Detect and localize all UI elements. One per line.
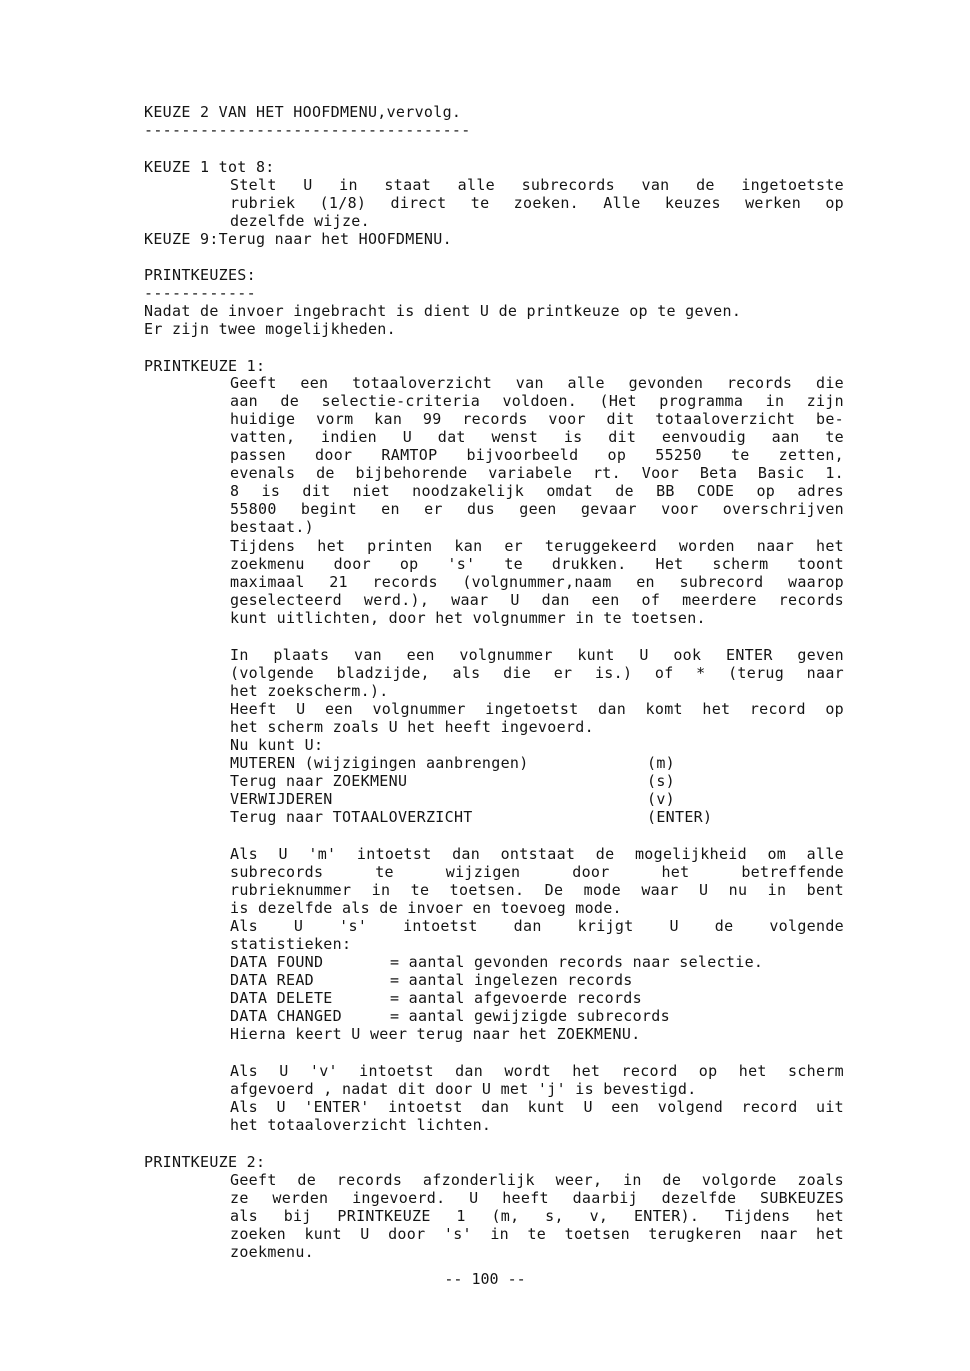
text-line: rubriek (1/8) direct te zoeken. Alle keuzes werken op	[230, 194, 844, 212]
text-line: (volgende bladzijde, als die er is.) of * (terug naar	[230, 664, 844, 682]
text-line: Nadat de invoer ingebracht is dient U de printkeuze op te geven.	[144, 302, 742, 320]
text-line: het totaaloverzicht lichten.	[230, 1116, 492, 1134]
page-number: -- 100 --	[444, 1270, 526, 1288]
heading-underline: -----------------------------------	[144, 121, 471, 139]
option-key: (v)	[647, 790, 675, 808]
text-line: evenals de bijbehorende variabele rt. Voor Beta Basic 1.	[230, 464, 844, 482]
text-line: Stelt U in staat alle subrecords van de ingetoetste	[230, 176, 844, 194]
text-line: is dezelfde als de invoer en toevoeg mode.	[230, 899, 622, 917]
keuze-1-8-label: KEUZE 1 tot 8:	[144, 158, 275, 176]
text-line: 55800 begint en er dus geen gevaar voor overschrijven	[230, 500, 844, 518]
text-line: statistieken:	[230, 935, 352, 953]
option-key: (s)	[647, 772, 675, 790]
option-label: Terug naar ZOEKMENU	[230, 772, 408, 790]
text-line: Hierna keert U weer terug naar het ZOEKMENU.	[230, 1025, 641, 1043]
text-line: passen door RAMTOP bijvoorbeeld op 55250 te zetten,	[230, 446, 844, 464]
text-line: ze werden ingevoerd. U heeft daarbij dezelfde SUBKEUZES	[230, 1189, 844, 1207]
stat-value: = aantal gewijzigde subrecords	[390, 1007, 670, 1025]
text-line: Als U 'v' intoetst dan wordt het record op het scherm	[230, 1062, 844, 1080]
text-line: dezelfde wijze.	[230, 212, 370, 230]
text-line: zoekmenu door op 's' te drukken. Het scherm toont	[230, 555, 844, 573]
text-line: bestaat.)	[230, 518, 314, 536]
text-line: het scherm zoals U het heeft ingevoerd.	[230, 718, 594, 736]
option-label: MUTEREN (wijzigingen aanbrengen)	[230, 754, 529, 772]
text-line: 8 is dit niet noodzakelijk omdat de BB CODE op adres	[230, 482, 844, 500]
text-line: aan de selectie-criteria voldoen. (Het programma in zijn	[230, 392, 844, 410]
option-key: (m)	[647, 754, 675, 772]
text-line: geselecteerd werd.), waar U dan een of meerdere records	[230, 591, 844, 609]
printkeuze-2-title: PRINTKEUZE 2:	[144, 1153, 266, 1171]
text-line: rubrieknummer in te toetsen. De mode waar U nu in bent	[230, 881, 844, 899]
text-line: vatten, indien U dat wenst is dit eenvoudig aan te	[230, 428, 844, 446]
text-line: In plaats van een volgnummer kunt U ook ENTER geven	[230, 646, 844, 664]
text-line: Tijdens het printen kan er teruggekeerd worden naar het	[230, 537, 844, 555]
text-line: kunt uitlichten, door het volgnummer in te toetsen.	[230, 609, 706, 627]
text-line: huidige vorm kan 99 records voor dit totaaloverzicht be-	[230, 410, 844, 428]
text-line: als bij PRINTKEUZE 1 (m, s, v, ENTER). Tijdens het	[230, 1207, 844, 1225]
stat-value: = aantal afgevoerde records	[390, 989, 642, 1007]
section-heading: KEUZE 2 VAN HET HOOFDMENU,vervolg.	[144, 103, 462, 121]
keuze-9-line: KEUZE 9:Terug naar het HOOFDMENU.	[144, 230, 452, 248]
text-line: maximaal 21 records (volgnummer,naam en subrecord waarop	[230, 573, 844, 591]
text-line: het zoekscherm.).	[230, 682, 389, 700]
printkeuze-1-title: PRINTKEUZE 1:	[144, 357, 266, 375]
stat-label: DATA CHANGED	[230, 1007, 342, 1025]
text-line: Als U 'ENTER' intoetst dan kunt U een volgend record uit	[230, 1098, 844, 1116]
text-line: zoekmenu.	[230, 1243, 314, 1261]
stat-label: DATA READ	[230, 971, 314, 989]
text-line: zoeken kunt U door 's' in te toetsen terugkeren naar het	[230, 1225, 844, 1243]
text-line: Als U 'm' intoetst dan ontstaat de mogelijkheid om alle	[230, 845, 844, 863]
option-label: VERWIJDEREN	[230, 790, 333, 808]
stat-value: = aantal gevonden records naar selectie.	[390, 953, 764, 971]
text-line: Als U 's' intoetst dan krijgt U de volgende	[230, 917, 844, 935]
option-label: Terug naar TOTAALOVERZICHT	[230, 808, 473, 826]
text-line: Geeft de records afzonderlijk weer, in de volgorde zoals	[230, 1171, 844, 1189]
text-line: subrecords te wijzigen door het betreffende	[230, 863, 844, 881]
printkeuzes-title: PRINTKEUZES:	[144, 266, 256, 284]
printkeuzes-underline: ------------	[144, 284, 256, 302]
text-line: Geeft een totaaloverzicht van alle gevonden records die	[230, 374, 844, 392]
option-key: (ENTER)	[647, 808, 713, 826]
text-line: Er zijn twee mogelijkheden.	[144, 320, 396, 338]
stat-label: DATA DELETE	[230, 989, 333, 1007]
stat-label: DATA FOUND	[230, 953, 324, 971]
text-line: afgevoerd , nadat dit door U met 'j' is bevestigd.	[230, 1080, 697, 1098]
text-line: Nu kunt U:	[230, 736, 324, 754]
stat-value: = aantal ingelezen records	[390, 971, 633, 989]
text-line: Heeft U een volgnummer ingetoetst dan komt het record op	[230, 700, 844, 718]
